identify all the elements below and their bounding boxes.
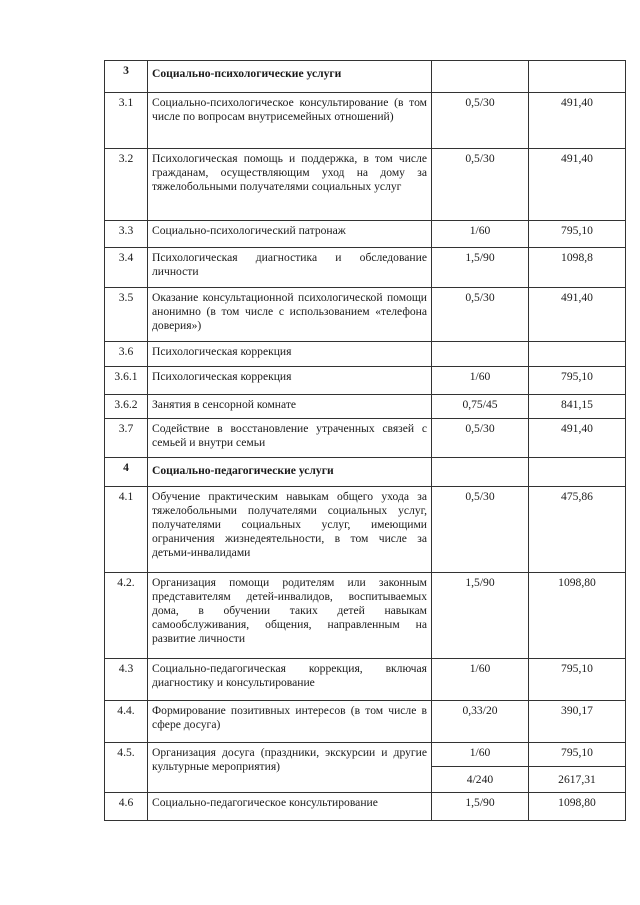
service-time: 1/60: [432, 221, 529, 248]
service-name: Обучение практическим навыкам общего ухода за тяжелобольными получателями социальных услуг, получателями социальных услуг, имеющими ограничения жизнедеятельности, в том числе за детьми-инвалидами: [148, 487, 432, 573]
service-name: Социально-педагогические услуги: [148, 458, 432, 487]
service-row: [105, 487, 626, 573]
row-number: 4: [105, 458, 148, 487]
row-number: 3.6: [105, 342, 148, 367]
row-number: 3.6.1: [105, 367, 148, 395]
service-time: 1,5/90: [432, 573, 529, 659]
service-row: [105, 701, 626, 743]
service-row: [105, 793, 626, 821]
service-time: 1,5/90: [432, 793, 529, 821]
service-time: [432, 61, 529, 93]
service-name: Формирование позитивных интересов (в том числе в сфере досуга): [148, 701, 432, 743]
service-price: 491,40: [529, 93, 626, 149]
service-price: 475,86: [529, 487, 626, 573]
row-number: 3.5: [105, 288, 148, 342]
service-row: [105, 342, 626, 367]
service-time: 0,5/30: [432, 93, 529, 149]
service-time: 0,75/45: [432, 395, 529, 419]
service-price-value: 795,10: [529, 743, 625, 767]
service-time: 1/60: [432, 367, 529, 395]
service-price: [529, 61, 626, 93]
section-row: [105, 61, 626, 93]
service-name: Социально-педагогическое консультирование: [148, 793, 432, 821]
service-row: [105, 288, 626, 342]
service-price: [529, 743, 626, 793]
service-time-value: 4/240: [466, 773, 494, 786]
service-time: 0,5/30: [432, 487, 529, 573]
row-number: 4.2.: [105, 573, 148, 659]
service-price: 1098,80: [529, 793, 626, 821]
row-number: 4.4.: [105, 701, 148, 743]
services-table-body: [105, 61, 626, 821]
service-name: Организация помощи родителям или законным представителям детей-инвалидов, воспитываемых дома, в обучении таких детей навыкам самообслуживания, общения, направленным на развитие личности: [148, 573, 432, 659]
row-number: 3.2: [105, 149, 148, 221]
service-time: 1,5/90: [432, 248, 529, 288]
service-name: Психологическая коррекция: [148, 367, 432, 395]
service-row: [105, 419, 626, 458]
service-price: [529, 342, 626, 367]
service-name: Занятия в сенсорной комнате: [148, 395, 432, 419]
service-name: Психологическая диагностика и обследование личности: [148, 248, 432, 288]
service-price: 841,15: [529, 395, 626, 419]
row-number: 3.7: [105, 419, 148, 458]
service-time: 0,5/30: [432, 149, 529, 221]
service-price: 491,40: [529, 149, 626, 221]
service-price: 491,40: [529, 419, 626, 458]
service-name: Оказание консультационной психологической помощи анонимно (в том числе с использованием «телефона доверия»): [148, 288, 432, 342]
service-row: [105, 248, 626, 288]
service-row: [105, 221, 626, 248]
services-table: [104, 60, 626, 821]
service-row: [105, 149, 626, 221]
service-name: Социально-психологические услуги: [148, 61, 432, 93]
service-time-value: 1/60: [432, 743, 528, 767]
section-row: [105, 458, 626, 487]
service-price: 795,10: [529, 221, 626, 248]
service-name: Психологическая помощь и поддержка, в том числе гражданам, осуществляющим уход на дому за тяжелобольными получателями социальных услуг: [148, 149, 432, 221]
service-time: [432, 743, 529, 793]
service-time: 0,5/30: [432, 288, 529, 342]
service-row: [105, 395, 626, 419]
service-price: 390,17: [529, 701, 626, 743]
row-number: 4.3: [105, 659, 148, 701]
service-row: [105, 573, 626, 659]
service-price: 795,10: [529, 659, 626, 701]
service-name: Социально-психологический патронаж: [148, 221, 432, 248]
service-price: 1098,8: [529, 248, 626, 288]
service-price: 491,40: [529, 288, 626, 342]
row-number: 3: [105, 61, 148, 93]
row-number: 4.1: [105, 487, 148, 573]
service-row: [105, 367, 626, 395]
service-name: Социально-психологическое консультирование (в том числе по вопросам внутрисемейных отношений): [148, 93, 432, 149]
service-time: 0,5/30: [432, 419, 529, 458]
row-number: 3.3: [105, 221, 148, 248]
row-number: 4.5.: [105, 743, 148, 793]
service-row: [105, 659, 626, 701]
service-time: [432, 342, 529, 367]
service-row: [105, 743, 626, 793]
row-number: 3.6.2: [105, 395, 148, 419]
service-name: Содействие в восстановление утраченных связей с семьей и внутри семьи: [148, 419, 432, 458]
service-price-value: 2617,31: [558, 773, 596, 786]
service-price: 1098,80: [529, 573, 626, 659]
service-row: [105, 93, 626, 149]
service-price: [529, 458, 626, 487]
service-time: 0,33/20: [432, 701, 529, 743]
service-name: Психологическая коррекция: [148, 342, 432, 367]
row-number: 3.4: [105, 248, 148, 288]
service-time: 1/60: [432, 659, 529, 701]
service-time: [432, 458, 529, 487]
service-name: Социально-педагогическая коррекция, включая диагностику и консультирование: [148, 659, 432, 701]
service-price: 795,10: [529, 367, 626, 395]
row-number: 3.1: [105, 93, 148, 149]
service-name: Организация досуга (праздники, экскурсии и другие культурные мероприятия): [148, 743, 432, 793]
row-number: 4.6: [105, 793, 148, 821]
